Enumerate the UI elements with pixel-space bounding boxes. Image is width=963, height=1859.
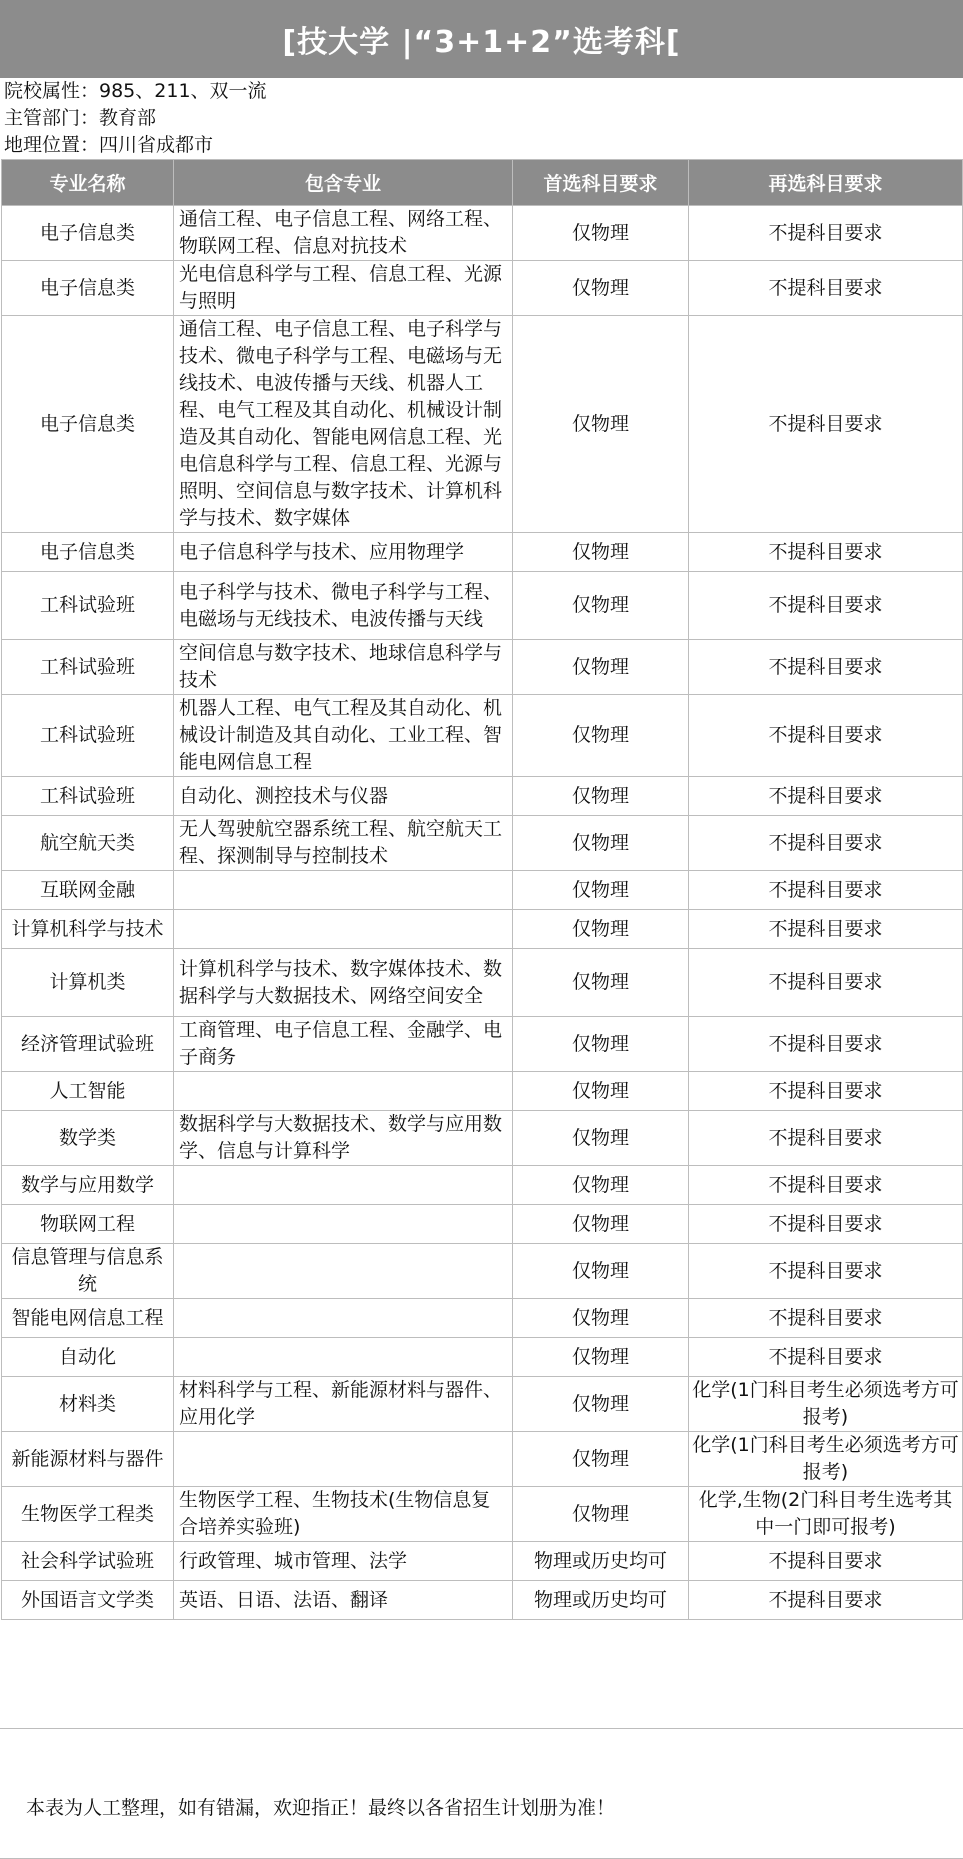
cell-major-name: 电子信息类 — [2, 533, 174, 572]
cell-major-name: 社会科学试验班 — [2, 1542, 174, 1581]
cell-first-subject: 仅物理 — [513, 777, 689, 816]
cell-major-name: 电子信息类 — [2, 261, 174, 316]
cell-first-subject: 物理或历史均可 — [513, 1581, 689, 1620]
cell-first-subject: 仅物理 — [513, 816, 689, 871]
cell-second-subject: 不提科目要求 — [689, 1166, 963, 1205]
cell-first-subject: 仅物理 — [513, 261, 689, 316]
cell-included-majors — [174, 1205, 513, 1244]
cell-first-subject: 仅物理 — [513, 206, 689, 261]
table-row — [2, 695, 963, 777]
school-attributes: 院校属性：985、211、双一流 — [4, 80, 267, 102]
cell-second-subject: 不提科目要求 — [689, 1542, 963, 1581]
header-second-subject: 再选科目要求 — [689, 160, 963, 206]
school-info — [4, 78, 267, 159]
table-row — [2, 1205, 963, 1244]
cell-second-subject: 不提科目要求 — [689, 816, 963, 871]
table-row — [2, 777, 963, 816]
cell-second-subject: 不提科目要求 — [689, 777, 963, 816]
cell-included-majors — [174, 1166, 513, 1205]
table-row — [2, 1244, 963, 1299]
cell-second-subject: 不提科目要求 — [689, 261, 963, 316]
table-row — [2, 1166, 963, 1205]
cell-major-name: 计算机类 — [2, 949, 174, 1017]
cell-major-name: 工科试验班 — [2, 695, 174, 777]
cell-first-subject: 仅物理 — [513, 1244, 689, 1299]
cell-major-name: 外国语言文学类 — [2, 1581, 174, 1620]
cell-major-name: 生物医学工程类 — [2, 1487, 174, 1542]
cell-second-subject: 不提科目要求 — [689, 910, 963, 949]
cell-second-subject: 不提科目要求 — [689, 695, 963, 777]
cell-second-subject: 不提科目要求 — [689, 1581, 963, 1620]
cell-included-majors — [174, 1299, 513, 1338]
subject-requirements-table — [1, 159, 963, 1620]
cell-major-name: 计算机科学与技术 — [2, 910, 174, 949]
cell-included-majors: 行政管理、城市管理、法学 — [174, 1542, 513, 1581]
cell-first-subject: 仅物理 — [513, 1017, 689, 1072]
table-row — [2, 206, 963, 261]
cell-included-majors: 生物医学工程、生物技术(生物信息复合培养实验班) — [174, 1487, 513, 1542]
table-row — [2, 910, 963, 949]
cell-first-subject: 仅物理 — [513, 949, 689, 1017]
table-row — [2, 1487, 963, 1542]
cell-first-subject: 仅物理 — [513, 1072, 689, 1111]
cell-first-subject: 仅物理 — [513, 1299, 689, 1338]
cell-included-majors: 空间信息与数字技术、地球信息科学与技术 — [174, 640, 513, 695]
table-row — [2, 949, 963, 1017]
cell-second-subject: 不提科目要求 — [689, 533, 963, 572]
cell-included-majors: 通信工程、电子信息工程、电子科学与技术、微电子科学与工程、电磁场与无线技术、电波传播与天线、机器人工程、电气工程及其自动化、机械设计制造及其自动化、智能电网信息工程、光电信息科学与工程、信息工程、光源与照明、空间信息与数字技术、计算机科学与技术、数字媒体 — [174, 316, 513, 533]
cell-included-majors — [174, 871, 513, 910]
cell-included-majors: 材料科学与工程、新能源材料与器件、应用化学 — [174, 1377, 513, 1432]
cell-major-name: 经济管理试验班 — [2, 1017, 174, 1072]
cell-included-majors: 英语、日语、法语、翻译 — [174, 1581, 513, 1620]
cell-second-subject: 不提科目要求 — [689, 316, 963, 533]
cell-major-name: 数学类 — [2, 1111, 174, 1166]
cell-second-subject: 不提科目要求 — [689, 206, 963, 261]
cell-second-subject: 不提科目要求 — [689, 1244, 963, 1299]
cell-second-subject: 不提科目要求 — [689, 1111, 963, 1166]
cell-second-subject: 化学(1门科目考生必须选考方可报考) — [689, 1377, 963, 1432]
cell-first-subject: 仅物理 — [513, 1377, 689, 1432]
cell-second-subject: 不提科目要求 — [689, 1017, 963, 1072]
table-row — [2, 316, 963, 533]
table-row — [2, 1377, 963, 1432]
header-major-name: 专业名称 — [2, 160, 174, 206]
cell-included-majors: 工商管理、电子信息工程、金融学、电子商务 — [174, 1017, 513, 1072]
cell-included-majors: 光电信息科学与工程、信息工程、光源与照明 — [174, 261, 513, 316]
school-authority: 主管部门：教育部 — [4, 107, 157, 129]
table-body — [2, 206, 963, 1620]
cell-major-name: 工科试验班 — [2, 640, 174, 695]
cell-major-name: 工科试验班 — [2, 777, 174, 816]
cell-included-majors: 数据科学与大数据技术、数学与应用数学、信息与计算科学 — [174, 1111, 513, 1166]
cell-second-subject: 化学,生物(2门科目考生选考其中一门即可报考) — [689, 1487, 963, 1542]
table-row — [2, 533, 963, 572]
cell-included-majors — [174, 910, 513, 949]
cell-included-majors: 无人驾驶航空器系统工程、航空航天工程、探测制导与控制技术 — [174, 816, 513, 871]
cell-major-name: 工科试验班 — [2, 572, 174, 640]
cell-major-name: 智能电网信息工程 — [2, 1299, 174, 1338]
cell-first-subject: 物理或历史均可 — [513, 1542, 689, 1581]
cell-first-subject: 仅物理 — [513, 1166, 689, 1205]
table-row — [2, 1072, 963, 1111]
cell-major-name: 自动化 — [2, 1338, 174, 1377]
cell-second-subject: 不提科目要求 — [689, 640, 963, 695]
cell-major-name: 物联网工程 — [2, 1205, 174, 1244]
page-title: [技大学 |“3+1+2”选考科[ — [0, 0, 963, 78]
school-location: 地理位置：四川省成都市 — [4, 134, 214, 156]
table-row — [2, 816, 963, 871]
cell-included-majors: 通信工程、电子信息工程、网络工程、物联网工程、信息对抗技术 — [174, 206, 513, 261]
cell-included-majors: 自动化、测控技术与仪器 — [174, 777, 513, 816]
table-row — [2, 1542, 963, 1581]
cell-second-subject: 不提科目要求 — [689, 572, 963, 640]
cell-major-name: 电子信息类 — [2, 206, 174, 261]
table-row — [2, 1432, 963, 1487]
cell-first-subject: 仅物理 — [513, 640, 689, 695]
header-first-subject: 首选科目要求 — [513, 160, 689, 206]
table-row — [2, 261, 963, 316]
cell-first-subject: 仅物理 — [513, 1432, 689, 1487]
cell-major-name: 互联网金融 — [2, 871, 174, 910]
cell-included-majors: 计算机科学与技术、数字媒体技术、数据科学与大数据技术、网络空间安全 — [174, 949, 513, 1017]
cell-second-subject: 不提科目要求 — [689, 1299, 963, 1338]
cell-included-majors — [174, 1244, 513, 1299]
cell-major-name: 航空航天类 — [2, 816, 174, 871]
cell-included-majors — [174, 1338, 513, 1377]
table-row — [2, 871, 963, 910]
cell-first-subject: 仅物理 — [513, 871, 689, 910]
cell-first-subject: 仅物理 — [513, 1487, 689, 1542]
cell-major-name: 数学与应用数学 — [2, 1166, 174, 1205]
cell-second-subject: 不提科目要求 — [689, 1338, 963, 1377]
cell-major-name: 信息管理与信息系统 — [2, 1244, 174, 1299]
cell-first-subject: 仅物理 — [513, 1205, 689, 1244]
table-row — [2, 640, 963, 695]
table-header-row — [2, 160, 963, 206]
header-included-majors: 包含专业 — [174, 160, 513, 206]
cell-included-majors — [174, 1072, 513, 1111]
cell-first-subject: 仅物理 — [513, 910, 689, 949]
cell-included-majors: 电子科学与技术、微电子科学与工程、电磁场与无线技术、电波传播与天线 — [174, 572, 513, 640]
cell-second-subject: 不提科目要求 — [689, 871, 963, 910]
table-row — [2, 572, 963, 640]
table-row — [2, 1017, 963, 1072]
table-row — [2, 1299, 963, 1338]
table-row — [2, 1581, 963, 1620]
cell-first-subject: 仅物理 — [513, 316, 689, 533]
cell-included-majors: 机器人工程、电气工程及其自动化、机械设计制造及其自动化、工业工程、智能电网信息工程 — [174, 695, 513, 777]
cell-first-subject: 仅物理 — [513, 1338, 689, 1377]
cell-second-subject: 不提科目要求 — [689, 949, 963, 1017]
cell-included-majors: 电子信息科学与技术、应用物理学 — [174, 533, 513, 572]
table-row — [2, 1111, 963, 1166]
cell-first-subject: 仅物理 — [513, 533, 689, 572]
cell-major-name: 人工智能 — [2, 1072, 174, 1111]
cell-first-subject: 仅物理 — [513, 695, 689, 777]
cell-included-majors — [174, 1432, 513, 1487]
cell-second-subject: 不提科目要求 — [689, 1072, 963, 1111]
cell-major-name: 材料类 — [2, 1377, 174, 1432]
cell-second-subject: 不提科目要求 — [689, 1205, 963, 1244]
cell-major-name: 新能源材料与器件 — [2, 1432, 174, 1487]
cell-first-subject: 仅物理 — [513, 1111, 689, 1166]
cell-second-subject: 化学(1门科目考生必须选考方可报考) — [689, 1432, 963, 1487]
cell-first-subject: 仅物理 — [513, 572, 689, 640]
table-row — [2, 1338, 963, 1377]
cell-major-name: 电子信息类 — [2, 316, 174, 533]
footer-note: 本表为人工整理，如有错漏，欢迎指正！最终以各省招生计划册为准！ — [26, 1797, 616, 1819]
